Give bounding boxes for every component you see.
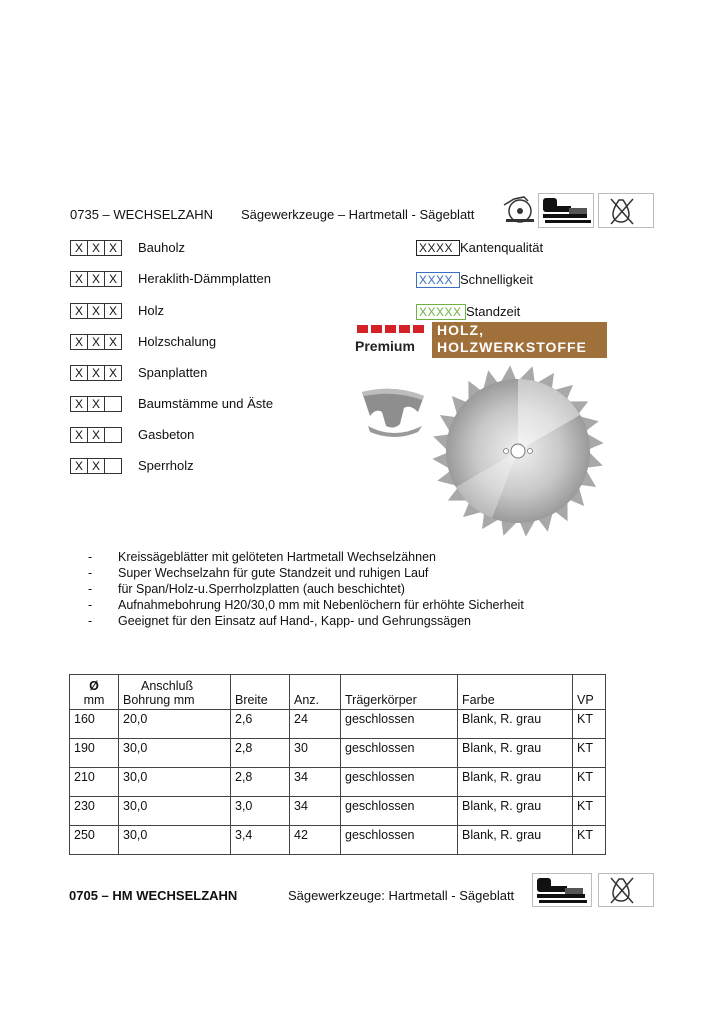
material-label: Spanplatten: [138, 365, 208, 380]
quality-label: Standzeit: [466, 304, 521, 319]
cell-body: geschlossen: [341, 768, 458, 797]
cell-bore: 30,0: [119, 739, 231, 768]
no-washing-icon: [598, 193, 654, 228]
product-category: Sägewerkzeuge – Hartmetall - Sägeblatt: [241, 207, 475, 222]
suitability-mark: X: [70, 240, 88, 256]
suitability-mark: X: [70, 458, 88, 474]
footer-no-washing-icon: [598, 873, 654, 907]
cell-body: geschlossen: [341, 710, 458, 739]
quality-rating: XXXX: [416, 240, 460, 256]
suitability-marks: [70, 365, 121, 381]
table-row: [70, 826, 606, 855]
suitability-mark: X: [70, 334, 88, 350]
brand-line1: HOLZ,: [437, 322, 484, 338]
header-diameter-unit: mm: [83, 693, 105, 707]
circular-saw-icon: [500, 193, 538, 227]
cell-diameter: 160: [70, 710, 119, 739]
bullet-dash: -: [88, 566, 93, 580]
feature-item: [88, 581, 524, 597]
bullet-dash: -: [88, 614, 93, 628]
suitability-mark: X: [87, 427, 105, 443]
cell-vp: KT: [573, 768, 606, 797]
quality-label: Schnelligkeit: [460, 272, 533, 287]
cell-teeth: 30: [290, 739, 341, 768]
cell-width: 2,8: [231, 768, 290, 797]
table-row: [70, 797, 606, 826]
table-row: [70, 739, 606, 768]
material-label: Holzschalung: [138, 334, 217, 349]
suitability-mark: X: [87, 240, 105, 256]
feature-item: [88, 613, 524, 629]
header-diameter-symbol: Ø: [89, 679, 99, 693]
brand-premium: Premium: [355, 338, 415, 354]
cell-body: geschlossen: [341, 739, 458, 768]
suitability-mark: X: [104, 240, 122, 256]
cell-teeth: 34: [290, 768, 341, 797]
cell-vp: KT: [573, 710, 606, 739]
saw-blade-image: [432, 360, 604, 542]
cell-vp: KT: [573, 797, 606, 826]
material-label: Baumstämme und Äste: [138, 396, 274, 411]
feature-text: für Span/Holz-u.Sperrholzplatten (auch beschichtet): [118, 582, 405, 596]
header-body: Trägerkörper: [341, 675, 458, 710]
quality-rating: XXXX: [416, 272, 460, 288]
cell-vp: KT: [573, 826, 606, 855]
brand-banner: [341, 322, 607, 358]
suitability-mark: X: [87, 396, 105, 412]
brand-line2: HOLZWERKSTOFFE: [437, 339, 587, 355]
spec-table: [69, 674, 606, 855]
feature-item: [88, 597, 524, 613]
suitability-marks: [70, 240, 121, 256]
cell-body: geschlossen: [341, 797, 458, 826]
feature-text: Aufnahmebohrung H20/30,0 mm mit Nebenlöchern für erhöhte Sicherheit: [118, 598, 524, 612]
premium-squares: [357, 325, 424, 333]
suitability-mark: X: [87, 334, 105, 350]
cell-color: Blank, R. grau: [458, 797, 573, 826]
suitability-mark: X: [87, 303, 105, 319]
cell-diameter: 210: [70, 768, 119, 797]
feature-list: [88, 549, 524, 629]
table-row: [70, 710, 606, 739]
suitability-mark: X: [87, 458, 105, 474]
tooth-closeup-image: [358, 382, 430, 442]
cell-body: geschlossen: [341, 826, 458, 855]
suitability-marks: [70, 334, 121, 350]
cell-diameter: 190: [70, 739, 119, 768]
cell-width: 2,6: [231, 710, 290, 739]
cell-diameter: 230: [70, 797, 119, 826]
cell-vp: KT: [573, 739, 606, 768]
header-vp: VP: [573, 675, 606, 710]
bullet-dash: -: [88, 550, 93, 564]
header-bore-top: Anschluß: [141, 679, 194, 693]
cell-bore: 30,0: [119, 768, 231, 797]
cell-color: Blank, R. grau: [458, 826, 573, 855]
suitability-mark: X: [104, 303, 122, 319]
material-label: Sperrholz: [138, 458, 194, 473]
material-label: Bauholz: [138, 240, 185, 255]
footer-product-category: Sägewerkzeuge: Hartmetall - Sägeblatt: [288, 888, 515, 903]
suitability-mark: X: [70, 396, 88, 412]
cell-teeth: 34: [290, 797, 341, 826]
header-color: Farbe: [458, 675, 573, 710]
cell-bore: 30,0: [119, 826, 231, 855]
feature-text: Geeignet für den Einsatz auf Hand-, Kapp- und Gehrungssägen: [118, 614, 472, 628]
cell-bore: 30,0: [119, 797, 231, 826]
miter-saw-icon: [538, 193, 594, 228]
table-header-row: [70, 675, 606, 710]
header-teeth: Anz.: [290, 675, 341, 710]
feature-item: [88, 549, 524, 565]
cell-width: 2,8: [231, 739, 290, 768]
cell-teeth: 24: [290, 710, 341, 739]
suitability-mark: X: [87, 271, 105, 287]
suitability-mark: X: [70, 303, 88, 319]
cell-bore: 20,0: [119, 710, 231, 739]
suitability-marks: [70, 427, 121, 443]
suitability-mark: X: [104, 365, 122, 381]
header-width: Breite: [231, 675, 290, 710]
suitability-mark: X: [70, 271, 88, 287]
product-code: 0735 – WECHSELZAHN: [70, 207, 214, 222]
cell-teeth: 42: [290, 826, 341, 855]
footer-product-code: 0705 – HM WECHSELZAHN: [69, 888, 238, 903]
suitability-marks: [70, 458, 121, 474]
feature-item: [88, 565, 524, 581]
footer-miter-saw-icon: [532, 873, 592, 907]
cell-color: Blank, R. grau: [458, 739, 573, 768]
suitability-mark: X: [104, 271, 122, 287]
cell-color: Blank, R. grau: [458, 768, 573, 797]
material-label: Heraklith-Dämmplatten: [138, 271, 271, 286]
cell-width: 3,0: [231, 797, 290, 826]
suitability-mark: [104, 427, 122, 443]
bullet-dash: -: [88, 582, 93, 596]
material-label: Holz: [138, 303, 165, 318]
suitability-mark: X: [70, 365, 88, 381]
suitability-marks: [70, 396, 121, 412]
quality-label: Kantenqualität: [460, 240, 544, 255]
bullet-dash: -: [88, 598, 93, 612]
suitability-marks: [70, 271, 121, 287]
suitability-mark: [104, 458, 122, 474]
table-row: [70, 768, 606, 797]
suitability-mark: X: [70, 427, 88, 443]
suitability-marks: [70, 303, 121, 319]
cell-diameter: 250: [70, 826, 119, 855]
header-bore-bottom: Bohrung mm: [123, 693, 195, 707]
material-label: Gasbeton: [138, 427, 195, 442]
suitability-mark: X: [104, 334, 122, 350]
suitability-mark: [104, 396, 122, 412]
feature-text: Kreissägeblätter mit gelöteten Hartmetall Wechselzähnen: [118, 550, 436, 564]
suitability-mark: X: [87, 365, 105, 381]
cell-color: Blank, R. grau: [458, 710, 573, 739]
feature-text: Super Wechselzahn für gute Standzeit und ruhigen Lauf: [118, 566, 429, 580]
cell-width: 3,4: [231, 826, 290, 855]
quality-rating: XXXXX: [416, 304, 466, 320]
